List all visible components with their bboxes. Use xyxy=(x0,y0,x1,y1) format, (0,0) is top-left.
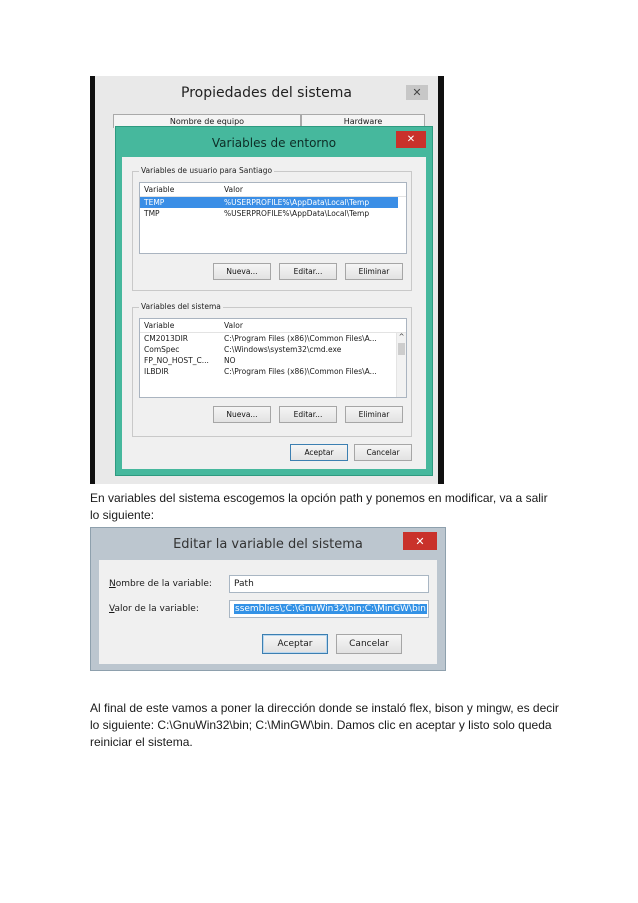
system-variables-list[interactable] xyxy=(139,318,407,398)
edit-button[interactable]: Editar... xyxy=(279,263,337,280)
env-dialog-body xyxy=(122,157,426,469)
system-variables-legend: Variables del sistema xyxy=(141,302,221,311)
label-text: alor de la variable: xyxy=(114,604,199,614)
env-dialog-title: Variables de entorno xyxy=(211,136,337,150)
variable-value-row xyxy=(109,600,429,618)
variable-value-label xyxy=(109,604,229,614)
variable-name-label xyxy=(109,579,229,589)
variable-value: NO xyxy=(224,356,236,365)
column-valor[interactable]: Valor xyxy=(224,185,243,194)
list-item[interactable] xyxy=(140,366,406,377)
env-dialog-titlebar xyxy=(116,127,432,159)
variable-name: TMP xyxy=(144,209,160,218)
user-variables-legend: Variables de usuario para Santiago xyxy=(141,166,273,175)
close-icon[interactable]: ✕ xyxy=(406,85,428,100)
system-properties-titlebar xyxy=(95,76,438,110)
list-item[interactable] xyxy=(140,344,406,355)
system-properties-window xyxy=(95,76,438,484)
close-icon[interactable]: ✕ xyxy=(396,131,426,148)
input-value: Path xyxy=(234,579,254,589)
scroll-thumb[interactable] xyxy=(398,343,405,355)
variable-name-row xyxy=(109,575,429,593)
user-variables-list[interactable] xyxy=(139,182,407,254)
access-key: V xyxy=(109,604,115,614)
cancel-button[interactable]: Cancelar xyxy=(336,634,402,654)
variable-name: FP_NO_HOST_C... xyxy=(144,356,209,365)
variable-name: CM2013DIR xyxy=(144,334,188,343)
edit-dialog-buttons xyxy=(262,634,402,654)
scroll-up-icon[interactable]: ^ xyxy=(398,333,405,341)
label-text: ombre de la variable: xyxy=(115,579,212,589)
list-header xyxy=(140,319,406,333)
edit-dialog-title: Editar la variable del sistema xyxy=(173,536,363,552)
column-variable[interactable]: Variable xyxy=(144,185,175,194)
edit-system-variable-dialog xyxy=(90,527,446,671)
delete-button[interactable]: Eliminar xyxy=(345,406,403,423)
system-variables-group xyxy=(132,302,412,437)
new-button[interactable]: Nueva... xyxy=(213,406,271,423)
variable-value: C:\Program Files (x86)\Common Files\A... xyxy=(224,367,377,376)
variable-value-input[interactable] xyxy=(229,600,429,618)
variable-value: %USERPROFILE%\AppData\Local\Temp xyxy=(224,198,370,207)
vertical-scrollbar[interactable] xyxy=(396,333,406,397)
instruction-paragraph-1: En variables del sistema escogemos la opción path y ponemos en modificar, va a salir lo siguiente: xyxy=(90,491,548,522)
system-variables-buttons xyxy=(213,406,403,423)
selected-text: ssemblies\;C:\GnuWin32\bin;C:\MinGW\bin xyxy=(235,604,426,614)
variable-value: C:\Program Files (x86)\Common Files\A... xyxy=(224,334,377,343)
variable-value: %USERPROFILE%\AppData\Local\Temp xyxy=(224,209,370,218)
access-key: N xyxy=(109,579,116,589)
user-variables-group xyxy=(132,166,412,291)
list-item[interactable] xyxy=(140,333,406,344)
list-item[interactable] xyxy=(140,208,406,219)
list-header xyxy=(140,183,406,197)
ok-button[interactable]: Aceptar xyxy=(262,634,328,654)
edit-button[interactable]: Editar... xyxy=(279,406,337,423)
edit-dialog-body xyxy=(99,560,437,664)
list-item[interactable] xyxy=(140,197,398,208)
variable-name: ILBDIR xyxy=(144,367,169,376)
variable-name: TEMP xyxy=(144,198,165,207)
cancel-button[interactable]: Cancelar xyxy=(354,444,412,461)
user-variables-buttons xyxy=(213,263,403,280)
tab-nombre-de-equipo[interactable]: Nombre de equipo xyxy=(113,114,301,128)
close-icon[interactable]: ✕ xyxy=(403,532,437,550)
environment-variables-screenshot xyxy=(90,76,444,484)
tab-hardware[interactable]: Hardware xyxy=(301,114,425,128)
instruction-paragraph-2: Al final de este vamos a poner la dirección donde se instaló flex, bison y mingw, es decir lo siguiente: C:\GnuWin32\bin; C:\MinGW\bin. Damos clic en aceptar y listo solo queda reiniciar el sistema. xyxy=(90,701,559,749)
edit-dialog-titlebar xyxy=(91,528,445,560)
system-properties-title: Propiedades del sistema xyxy=(181,85,352,101)
ok-button[interactable]: Aceptar xyxy=(290,444,348,461)
column-valor[interactable]: Valor xyxy=(224,321,243,330)
new-button[interactable]: Nueva... xyxy=(213,263,271,280)
variable-value: C:\Windows\system32\cmd.exe xyxy=(224,345,342,354)
variable-name-input[interactable] xyxy=(229,575,429,593)
delete-button[interactable]: Eliminar xyxy=(345,263,403,280)
variable-name: ComSpec xyxy=(144,345,180,354)
environment-variables-dialog xyxy=(115,126,433,476)
dialog-buttons xyxy=(290,444,412,461)
list-item[interactable] xyxy=(140,355,406,366)
column-variable[interactable]: Variable xyxy=(144,321,175,330)
